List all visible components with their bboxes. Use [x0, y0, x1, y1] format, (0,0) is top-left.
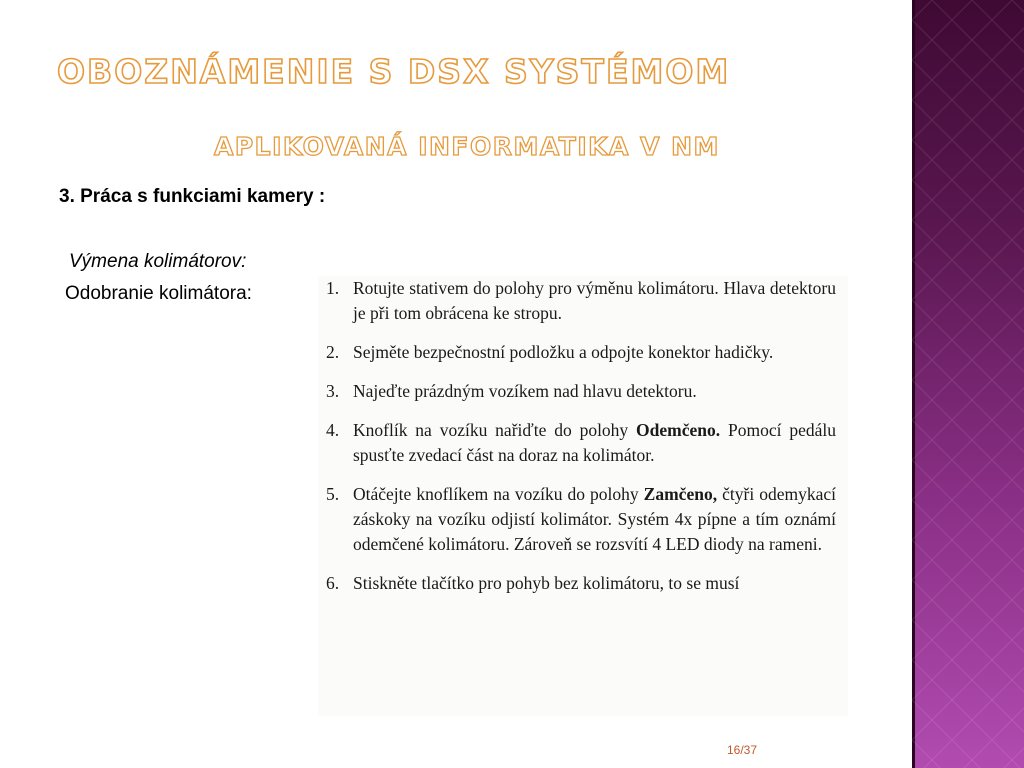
instruction-text-part: Pomocí pedálu spusťte zvedací část na doraz na kolimátor. — [353, 420, 836, 465]
instruction-number: 2. — [326, 342, 340, 362]
instruction-number: 4. — [326, 420, 340, 440]
instruction-text-part: Otáčejte knoflíkem na vozíku do polohy — [353, 484, 644, 504]
instruction-number: 1. — [326, 278, 340, 298]
instruction-number: 5. — [326, 484, 340, 504]
instruction-item — [318, 571, 848, 596]
scanned-instructions-image — [318, 276, 848, 716]
instruction-number: 6. — [326, 573, 340, 593]
instruction-text: Rotujte stativem do polohy pro výměnu kolimátoru. Hlava detektoru je při tom obrácena ke stropu. — [353, 278, 836, 323]
instruction-item — [318, 340, 848, 365]
section-heading: 3. Práca s funkciami kamery : — [59, 186, 326, 207]
slide-title: OBOZNÁMENIE S DSX SYSTÉMOM — [57, 52, 731, 91]
sub-heading: Výmena kolimátorov: — [69, 251, 247, 272]
instruction-item — [318, 379, 848, 404]
decorative-side-panel — [912, 0, 1024, 768]
instruction-text: Najeďte prázdným vozíkem nad hlavu detektoru. — [353, 381, 697, 401]
instruction-bold-term: Zamčeno, — [643, 484, 718, 504]
slide-subtitle: APLIKOVANÁ INFORMATIKA V NM — [214, 132, 720, 161]
instruction-text-part: Knoflík na vozíku nařiďte do polohy — [353, 420, 637, 440]
instruction-item — [318, 276, 848, 326]
instruction-number: 3. — [326, 381, 340, 401]
sub-label: Odobranie kolimátora: — [65, 283, 252, 304]
page-number: 16/37 — [727, 743, 758, 757]
instruction-list — [318, 276, 848, 596]
instruction-bold-term: Odemčeno. — [636, 420, 721, 440]
instruction-text-part: čtyři odemykací záskoky na vozíku odjistí kolimátor. Systém 4x pípne a tím oznámí odemčené kolimátoru. Zároveň se rozsvítí 4 LED diody na rameni. — [353, 484, 836, 554]
instruction-item — [318, 482, 848, 557]
instruction-text: Stiskněte tlačítko pro pohyb bez kolimátoru, to se musí — [353, 573, 740, 593]
instruction-item — [318, 418, 848, 468]
diamond-pattern-icon — [912, 0, 1024, 768]
instruction-text — [353, 420, 836, 465]
instruction-text: Sejměte bezpečnostní podložku a odpojte konektor hadičky. — [353, 342, 774, 362]
instruction-text — [353, 484, 836, 554]
